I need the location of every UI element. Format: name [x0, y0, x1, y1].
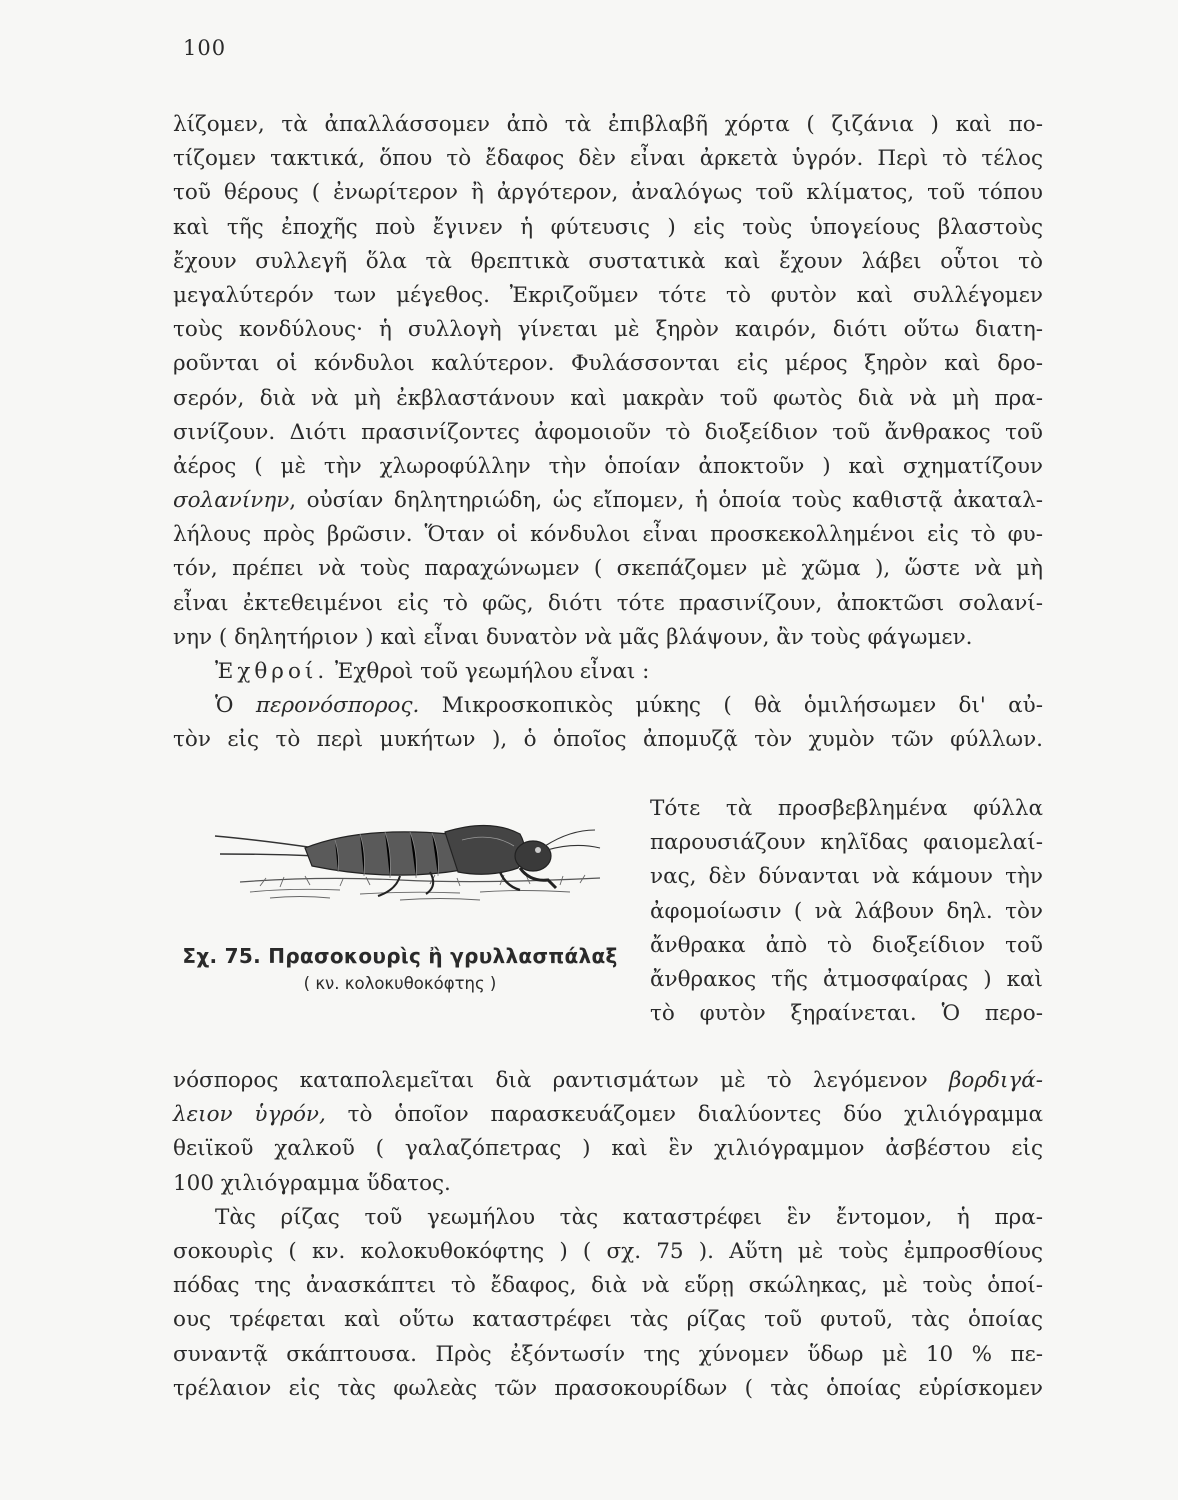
text-line: Τότε τὰ προσβεβλημένα φύλλα [650, 796, 1043, 821]
section-enemies [173, 655, 1043, 689]
text-fragment: νόσπορος καταπολεμεῖται διὰ ραντισμάτων μὲ τὸ λεγόμενον [173, 1068, 928, 1093]
text-line: μεγαλύτερόν των μέγεθος. Ἐκριζοῦμεν τότε τὸ φυτὸν καὶ συλλέγομεν [173, 282, 1043, 308]
text-fragment: Μικροσκοπικὸς μύκης ( θὰ ὁμιλήσωμεν δι' αὐ- [419, 693, 1044, 719]
caption-title: Σχ. 75. Πρασοκουρὶς ἢ γρυλλασπάλαξ [182, 944, 618, 968]
figure-mole-cricket [200, 790, 620, 920]
text-line: καὶ τῆς ἐποχῆς ποὺ ἔγινεν ἡ φύτευσις ) εἰς τοὺς ὑπογείους βλαστοὺς [173, 214, 1043, 240]
section-heading: Ἐχθροί. [215, 659, 329, 684]
body-text-bottom [173, 1064, 1043, 1406]
text-line: λήλους πρὸς βρῶσιν. Ὅταν οἱ κόνδυλοι εἶναι προσκεκολλημένοι εἰς τὸ φυ- [173, 522, 1043, 548]
text-fragment: , οὐσίαν δηλητηριώδη, ὡς εἴπομεν, ἡ ὁποία τοὺς καθιστᾷ ἀκαταλ- [289, 488, 1043, 514]
text-line: θειϊκοῦ χαλκοῦ ( γαλαζόπετρας ) καὶ ἓν χιλιόγραμμον ἀσβέστου εἰς [173, 1136, 1043, 1162]
caption-subtitle: ( κν. κολοκυθοκόφτης ) [303, 974, 497, 993]
text-line: ἄνθρακα ἀπὸ τὸ διοξείδιον τοῦ [650, 932, 1043, 958]
text-line: ροῦνται οἱ κόνδυλοι καλύτερον. Φυλάσσονται εἰς μέρος ξηρὸν καὶ δρο- [173, 351, 1043, 377]
text-line: ἄνθρακος τῆς ἀτμοσφαίρας ) καὶ [650, 966, 1043, 992]
body-text-top [173, 108, 1043, 758]
term-solanine: σολανίνην [173, 488, 290, 514]
text-line: νας, δὲν δύνανται νὰ κάμουν τὴν [650, 864, 1043, 890]
text-line: λίζομεν, τὰ ἀπαλλάσσομεν ἀπὸ τὰ ἐπιβλαβῆ χόρτα ( ζιζάνια ) καὶ πο- [173, 112, 1043, 137]
text-line: ἔχουν συλλεγῆ ὅλα τὰ θρεπτικὰ συστατικὰ καὶ ἔχουν λάβει οὗτοι τὸ [173, 248, 1043, 274]
text-line: ἀφομοίωσιν ( νὰ λάβουν δηλ. τὸν [650, 898, 1043, 924]
text-line: Τὰς ρίζας τοῦ γεωμήλου τὰς καταστρέφει ἓν ἔντομον, ἡ πρα- [215, 1204, 1043, 1230]
figure-caption [175, 944, 625, 993]
text-line [173, 1098, 1043, 1132]
text-line: τόν, πρέπει νὰ τοὺς παραχώνωμεν ( σκεπάζομεν μὲ χῶμα ), ὥστε νὰ μὴ [173, 556, 1043, 582]
text-line: ους τρέφεται καὶ οὕτω καταστρέφει τὰς ρίζας τοῦ φυτοῦ, τὰς ὁποίας [173, 1307, 1043, 1333]
text-line: σινίζουν. Διότι πρασινίζοντες ἀφομοιοῦν τὸ διοξείδιον τοῦ ἄνθρακος τοῦ [173, 419, 1043, 445]
text-fragment: Ὁ [215, 693, 256, 719]
mole-cricket-illustration [200, 790, 620, 920]
text-line: σερόν, διὰ νὰ μὴ ἐκβλαστάνουν καὶ μακρὰν τοῦ φωτὸς διὰ νὰ μὴ πρα- [173, 385, 1043, 411]
text-line-solanine [173, 484, 1043, 518]
term-peronospora: περονόσπορος. [255, 693, 420, 719]
term-bordeaux-liquid: λειον ὑγρόν, [173, 1102, 326, 1128]
text-line: σοκουρὶς ( κν. κολοκυθοκόφτης ) ( σχ. 75 ). Αὕτη μὲ τοὺς ἐμπροσθίους [173, 1238, 1043, 1264]
text-line: 100 χιλιόγραμμα ὕδατος. [173, 1170, 451, 1196]
text-line: τρέλαιον εἰς τὰς φωλεὰς τῶν πρασοκουρίδων ( τὰς ὁποίας εὑρίσκομεν [173, 1375, 1043, 1401]
body-text-right-column [650, 792, 1043, 1031]
text-line [173, 1064, 1043, 1098]
text-line: τὸν εἰς τὸ περὶ μυκήτων ), ὁ ὁποῖος ἀπομυζᾷ τὸν χυμὸν τῶν φύλλων. [173, 727, 1043, 753]
term-bordeaux: βορδιγά- [948, 1068, 1044, 1093]
text-line: εἶναι ἐκτεθειμένοι εἰς τὸ φῶς, διότι τότε πρασινίζουν, ἀποκτῶσι σολανί- [173, 590, 1043, 616]
text-line: τοὺς κονδύλους· ἡ συλλογὴ γίνεται μὲ ξηρὸν καιρόν, διότι οὕτω διατη- [173, 317, 1043, 343]
text-fragment: τὸ ὁποῖον παρασκευάζομεν διαλύοντες δύο χιλιόγραμμα [325, 1102, 1043, 1128]
text-line: πόδας της ἀνασκάπτει τὸ ἔδαφος, διὰ νὰ εὕρῃ σκώληκας, μὲ τοὺς ὁποί- [173, 1273, 1043, 1299]
text-line: τίζομεν τακτικά, ὅπου τὸ ἔδαφος δὲν εἶναι ἀρκετὰ ὑγρόν. Περὶ τὸ τέλος [173, 146, 1043, 172]
text-line: τὸ φυτὸν ξηραίνεται. Ὁ περο- [650, 1001, 1043, 1027]
text-line: τοῦ θέρους ( ἐνωρίτερον ἢ ἀργότερον, ἀναλόγως τοῦ κλίματος, τοῦ τόπου [173, 180, 1043, 206]
page-number: 100 [183, 36, 227, 60]
text-line-peronospora [173, 689, 1043, 723]
text-line: νην ( δηλητήριον ) καὶ εἶναι δυνατὸν νὰ μᾶς βλάψουν, ἂν τοὺς φάγωμεν. [173, 624, 973, 650]
text-fragment: Ἐχθροὶ τοῦ γεωμήλου εἶναι : [328, 659, 650, 684]
text-line: ἀέρος ( μὲ τὴν χλωροφύλλην τὴν ὁποίαν ἀποκτοῦν ) καὶ σχηματίζουν [173, 453, 1043, 479]
text-line: συναντᾷ σκάπτουσα. Πρὸς ἐξόντωσίν της χύνομεν ὕδωρ μὲ 10 % πε- [173, 1341, 1043, 1367]
text-line: παρουσιάζουν κηλῖδας φαιομελαί- [650, 830, 1043, 856]
